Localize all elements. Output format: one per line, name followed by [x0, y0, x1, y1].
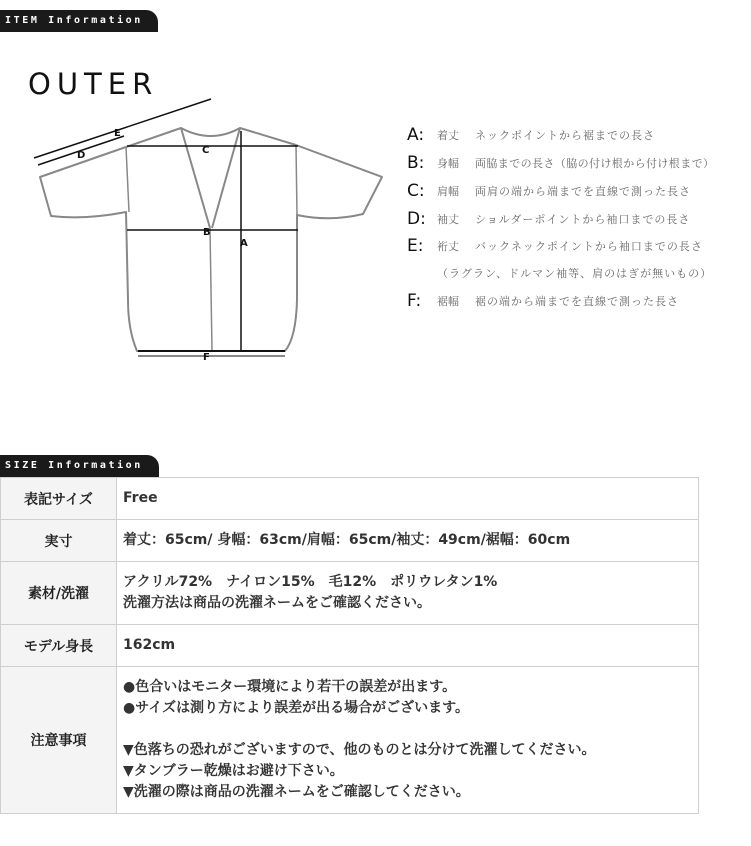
note-item: ●色合いはモニター環境により若干の誤差が出ます。	[123, 679, 457, 695]
garment-seams	[126, 145, 297, 350]
legend-term: 袖丈	[437, 212, 459, 226]
legend-letter: E:	[407, 235, 424, 256]
item-information-tab: ITEM Information	[0, 10, 158, 32]
value-size: Free	[117, 478, 699, 520]
diagram-label-b: B	[203, 227, 211, 238]
material-composition: アクリル72% ナイロン15% 毛12% ポリウレタン1%	[123, 574, 498, 590]
legend-desc: ショルダーポイントから袖口までの長さ	[475, 212, 691, 226]
table-row	[1, 520, 699, 562]
size-information-tab: SIZE Information	[0, 455, 159, 477]
washing-note: 洗濯方法は商品の洗濯ネームをご確認ください。	[123, 595, 431, 611]
legend-desc: 両脇までの長さ（脇の付け根から付け根まで）	[475, 156, 715, 170]
legend-letter: B:	[407, 152, 425, 173]
value-measure: 着丈：65cm/ 身幅：63cm/肩幅：65cm/袖丈：49cm/裾幅：60cm	[117, 520, 699, 562]
diagram-label-c: C	[202, 145, 210, 156]
garment-diagram	[0, 90, 400, 370]
table-row	[1, 667, 699, 814]
label-measure: 実寸	[1, 520, 117, 562]
label-size: 表記サイズ	[1, 478, 117, 520]
legend-row-f	[407, 290, 679, 314]
legend-letter: C:	[407, 180, 425, 201]
note-item: ▼色落ちの恐れがございますので、他のものとは分けて洗濯してください。	[123, 742, 596, 758]
note-item: ▼タンブラー乾燥はお避け下さい。	[123, 763, 344, 779]
legend-desc: 両肩の端から端までを直線で測った長さ	[475, 184, 691, 198]
legend-row-c	[407, 180, 691, 204]
diagram-label-a: A	[240, 238, 248, 249]
legend-desc: ネックポイントから裾までの長さ	[475, 128, 655, 142]
legend-term: 裄丈	[437, 239, 459, 253]
label-material: 素材/洗濯	[1, 562, 117, 625]
value-material	[117, 562, 699, 625]
label-notes: 注意事項	[1, 667, 117, 814]
legend-row-a	[407, 124, 655, 148]
legend-term: 肩幅	[437, 184, 459, 198]
legend-term: 身幅	[437, 156, 459, 170]
note-item: ●サイズは測り方により誤差が出る場合がございます。	[123, 700, 469, 716]
diagram-label-e: E	[114, 128, 121, 139]
legend-row-d	[407, 208, 690, 232]
legend-row-e	[407, 235, 703, 259]
diagram-label-d: D	[77, 150, 86, 161]
legend-term: 裾幅	[437, 294, 459, 308]
note-item: ▼洗濯の際は商品の洗濯ネームをご確認してください。	[123, 784, 470, 800]
label-model: モデル身長	[1, 625, 117, 667]
legend-letter: A:	[407, 124, 425, 145]
legend-row-b	[407, 152, 714, 176]
legend-desc: 裾の端から端までを直線で測った長さ	[475, 294, 679, 308]
outer-title: OUTER	[28, 67, 159, 101]
diagram-label-f: F	[203, 352, 210, 363]
table-row	[1, 478, 699, 520]
legend-note: （ラグラン、ドルマン袖等、肩のはぎが無いもの）	[437, 267, 713, 280]
legend-letter: F:	[407, 290, 422, 311]
value-model: 162cm	[117, 625, 699, 667]
table-row	[1, 625, 699, 667]
legend-desc: バックネックポイントから袖口までの長さ	[475, 239, 703, 253]
legend-letter: D:	[407, 208, 426, 229]
table-row	[1, 562, 699, 625]
value-notes	[117, 667, 699, 814]
garment-placket	[181, 128, 240, 228]
size-table	[0, 477, 699, 814]
legend-term: 着丈	[437, 128, 459, 142]
